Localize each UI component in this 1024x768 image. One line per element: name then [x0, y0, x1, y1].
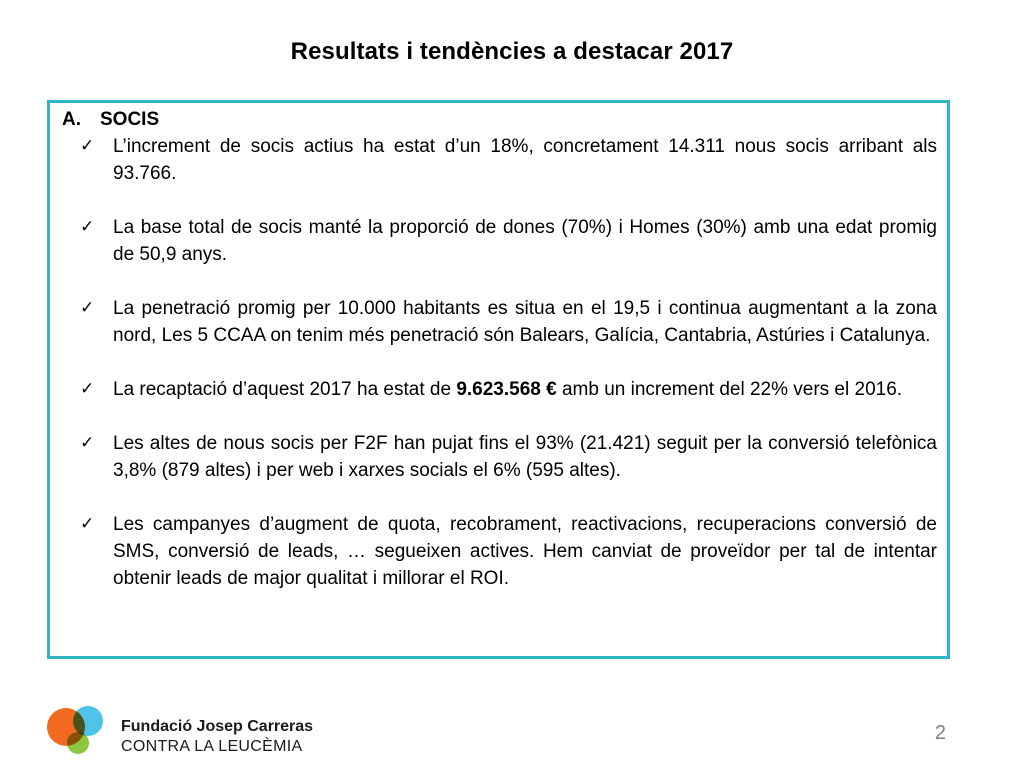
check-icon: ✓ [80, 379, 95, 399]
bullet-text: L’increment de socis actius ha estat d’un 18%, concretament 14.311 nous socis arribant als 93.766. [113, 136, 937, 184]
page-number: 2 [934, 722, 946, 744]
org-name: Fundació Josep Carreras [121, 718, 314, 735]
bullet-text: La base total de socis manté la proporció de dones (70%) i Homes (30%) amb una edat promig de 50,9 anys. [113, 217, 937, 265]
bullet-item [62, 133, 937, 187]
bullet-text: Les altes de nous socis per F2F han pujat fins el 93% (21.421) seguit per la conversió telefònica 3,8% (879 altes) i per web i xarxes socials el 6% (595 altes). [113, 433, 937, 481]
bullet-item [62, 214, 937, 268]
bullet-text-before: La recaptació d’aquest 2017 ha estat de [113, 379, 457, 400]
bullet-highlight-amount: 9.623.568 € [456, 379, 557, 400]
bullet-text: Les campanyes d’augment de quota, recobrament, reactivacions, recuperacions conversió de SMS, conversió de leads, … segueixen actives. Hem canviat de proveïdor per tal de intentar obtenir leads de major qualitat i millorar el ROI. [113, 514, 937, 589]
org-subtitle: CONTRA LA LEUCÈMIA [121, 738, 303, 755]
socis-box [47, 100, 950, 659]
bullet-item [62, 376, 937, 403]
slide-title: Resultats i tendències a destacar 2017 [290, 38, 734, 65]
check-icon: ✓ [80, 217, 95, 237]
bullet-item [62, 511, 937, 592]
bullet-text-after: amb un increment del 22% vers el 2016. [556, 379, 903, 400]
bullet-item [62, 295, 937, 349]
bullet-item [62, 430, 937, 484]
bullet-text: La penetració promig per 10.000 habitants es situa en el 19,5 i continua augmentant a la zona nord, Les 5 CCAA on tenim més penetració són Balears, Galícia, Cantabria, Astúries i Catalunya. [113, 298, 937, 346]
bullet-list [62, 133, 937, 592]
fundacio-logo [47, 706, 113, 754]
section-title: SOCIS [100, 109, 160, 130]
section-letter: A. [62, 109, 81, 130]
check-icon: ✓ [80, 514, 95, 534]
logo-green-circle [67, 732, 89, 754]
check-icon: ✓ [80, 136, 95, 156]
check-icon: ✓ [80, 433, 95, 453]
section-heading [62, 107, 937, 133]
check-icon: ✓ [80, 298, 95, 318]
